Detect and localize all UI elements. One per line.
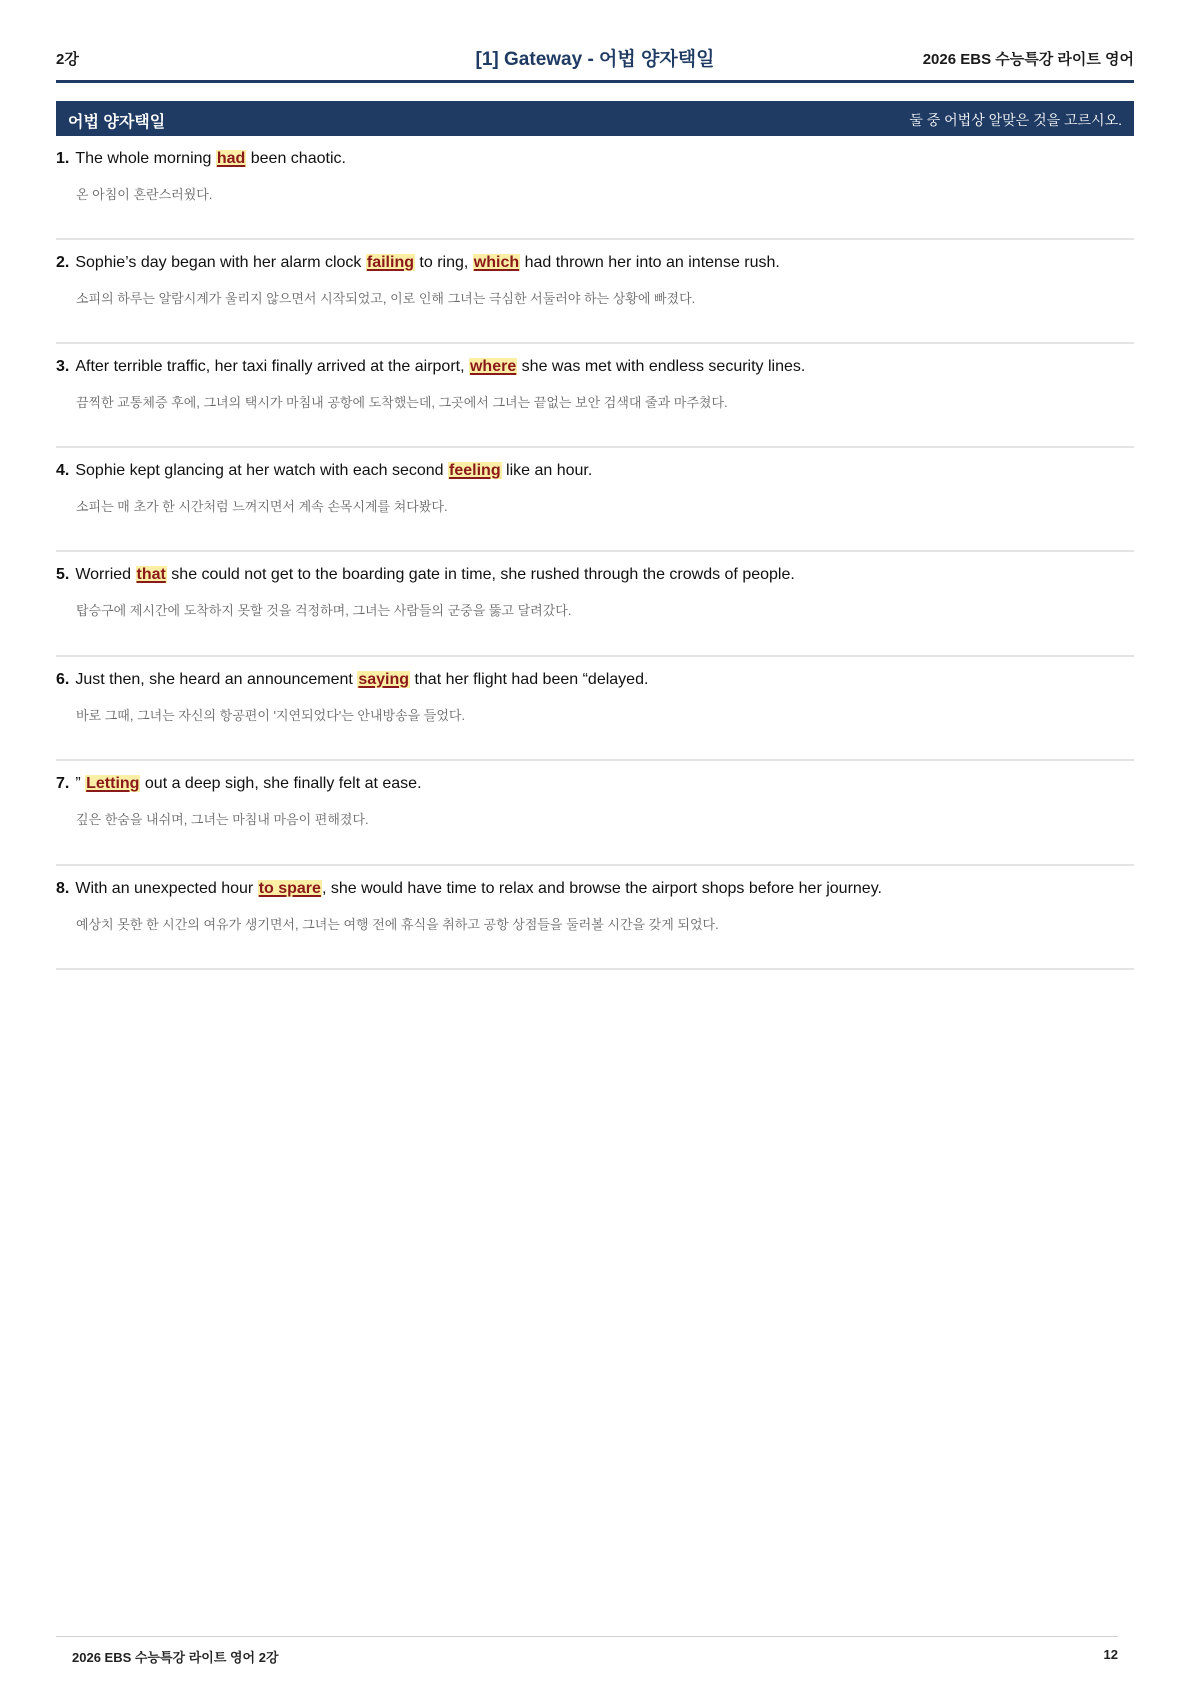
- question-number: 5.: [56, 566, 70, 583]
- highlighted-word: failing: [366, 254, 414, 271]
- highlighted-word: feeling: [449, 462, 501, 479]
- sentence-text: Sophie’s day began with her alarm clock: [75, 254, 366, 271]
- question-item: [56, 448, 1134, 552]
- sentence-text: Just then, she heard an announcement: [75, 671, 358, 688]
- sentence-text: Worried: [75, 566, 136, 583]
- highlighted-word: that: [136, 566, 166, 583]
- question-item: [56, 136, 1134, 240]
- question-sentence: [56, 462, 592, 480]
- question-sentence: [56, 671, 648, 689]
- highlighted-word: where: [469, 358, 517, 375]
- sentence-text: After terrible traffic, her taxi finally arrived at the airport,: [75, 358, 469, 375]
- sentence-text: had thrown her into an intense rush.: [520, 254, 780, 271]
- sentence-text: been chaotic.: [246, 150, 346, 167]
- footer-book-lesson: 2026 EBS 수능특강 라이트 영어 2강: [72, 1650, 279, 1665]
- question-sentence: [56, 566, 795, 584]
- page-footer: [56, 1636, 1118, 1667]
- highlighted-word: had: [216, 150, 246, 167]
- question-item: [56, 344, 1134, 448]
- translation-text: 온 아침이 혼란스러웠다.: [76, 187, 213, 202]
- question-number: 1.: [56, 150, 70, 167]
- question-sentence: [56, 254, 780, 272]
- highlighted-word: saying: [358, 671, 410, 688]
- sentence-text: she could not get to the boarding gate in time, she rushed through the crowds of people.: [166, 566, 795, 583]
- sentence-text: , she would have time to relax and browse the airport shops before her journey.: [321, 880, 882, 897]
- question-item: [56, 552, 1134, 657]
- sentence-text: to ring,: [414, 254, 473, 271]
- question-number: 2.: [56, 254, 70, 271]
- section-banner: [56, 101, 1134, 136]
- question-sentence: [56, 880, 882, 898]
- question-number: 7.: [56, 775, 70, 792]
- translation-text: 끔찍한 교통체증 후에, 그녀의 택시가 마침내 공항에 도착했는데, 그곳에서 그녀는 끝없는 보안 검색대 줄과 마주쳤다.: [76, 395, 728, 410]
- question-list: [56, 136, 1134, 970]
- page-header: [56, 44, 1134, 83]
- sentence-text: like an hour.: [501, 462, 593, 479]
- question-number: 6.: [56, 671, 70, 688]
- section-instruction: 둘 중 어법상 알맞은 것을 고르시오.: [909, 112, 1122, 128]
- translation-text: 예상치 못한 한 시간의 여유가 생기면서, 그녀는 여행 전에 휴식을 취하고 공항 상점들을 둘러볼 시간을 갖게 되었다.: [76, 917, 719, 932]
- highlighted-word: which: [473, 254, 520, 271]
- translation-text: 탑승구에 제시간에 도착하지 못할 것을 걱정하며, 그녀는 사람들의 군중을 뚫고 달려갔다.: [76, 603, 572, 618]
- question-item: [56, 240, 1134, 344]
- question-number: 3.: [56, 358, 70, 375]
- question-number: 4.: [56, 462, 70, 479]
- section-title: 어법 양자택일: [68, 114, 166, 131]
- highlighted-word: to spare: [258, 880, 321, 897]
- page-number: 12: [1103, 1647, 1118, 1662]
- question-number: 8.: [56, 880, 70, 897]
- translation-text: 바로 그때, 그녀는 자신의 항공편이 '지연되었다'는 안내방송을 들었다.: [76, 708, 466, 723]
- sentence-text: The whole morning: [75, 150, 216, 167]
- sentence-text: that her flight had been “delayed.: [410, 671, 649, 688]
- translation-text: 소피는 매 초가 한 시간처럼 느껴지면서 계속 손목시계를 쳐다봤다.: [76, 499, 448, 514]
- sentence-text: out a deep sigh, she finally felt at ease.: [140, 775, 422, 792]
- translation-text: 깊은 한숨을 내쉬며, 그녀는 마침내 마음이 편해졌다.: [76, 812, 369, 827]
- book-title: 2026 EBS 수능특강 라이트 영어: [922, 51, 1134, 68]
- translation-text: 소피의 하루는 알람시계가 울리지 않으면서 시작되었고, 이로 인해 그녀는 극심한 서둘러야 하는 상황에 빠졌다.: [76, 291, 696, 306]
- sentence-text: ”: [75, 775, 86, 792]
- question-sentence: [56, 358, 805, 376]
- page-title: [1] Gateway - 어법 양자택일: [475, 49, 715, 70]
- question-sentence: [56, 150, 346, 168]
- question-item: [56, 657, 1134, 761]
- question-sentence: [56, 775, 422, 793]
- sentence-text: With an unexpected hour: [75, 880, 258, 897]
- highlighted-word: Letting: [86, 775, 140, 792]
- sentence-text: Sophie kept glancing at her watch with each second: [75, 462, 449, 479]
- question-item: [56, 761, 1134, 866]
- sentence-text: she was met with endless security lines.: [517, 358, 806, 375]
- lesson-label: 2강: [56, 51, 79, 68]
- question-item: [56, 866, 1134, 970]
